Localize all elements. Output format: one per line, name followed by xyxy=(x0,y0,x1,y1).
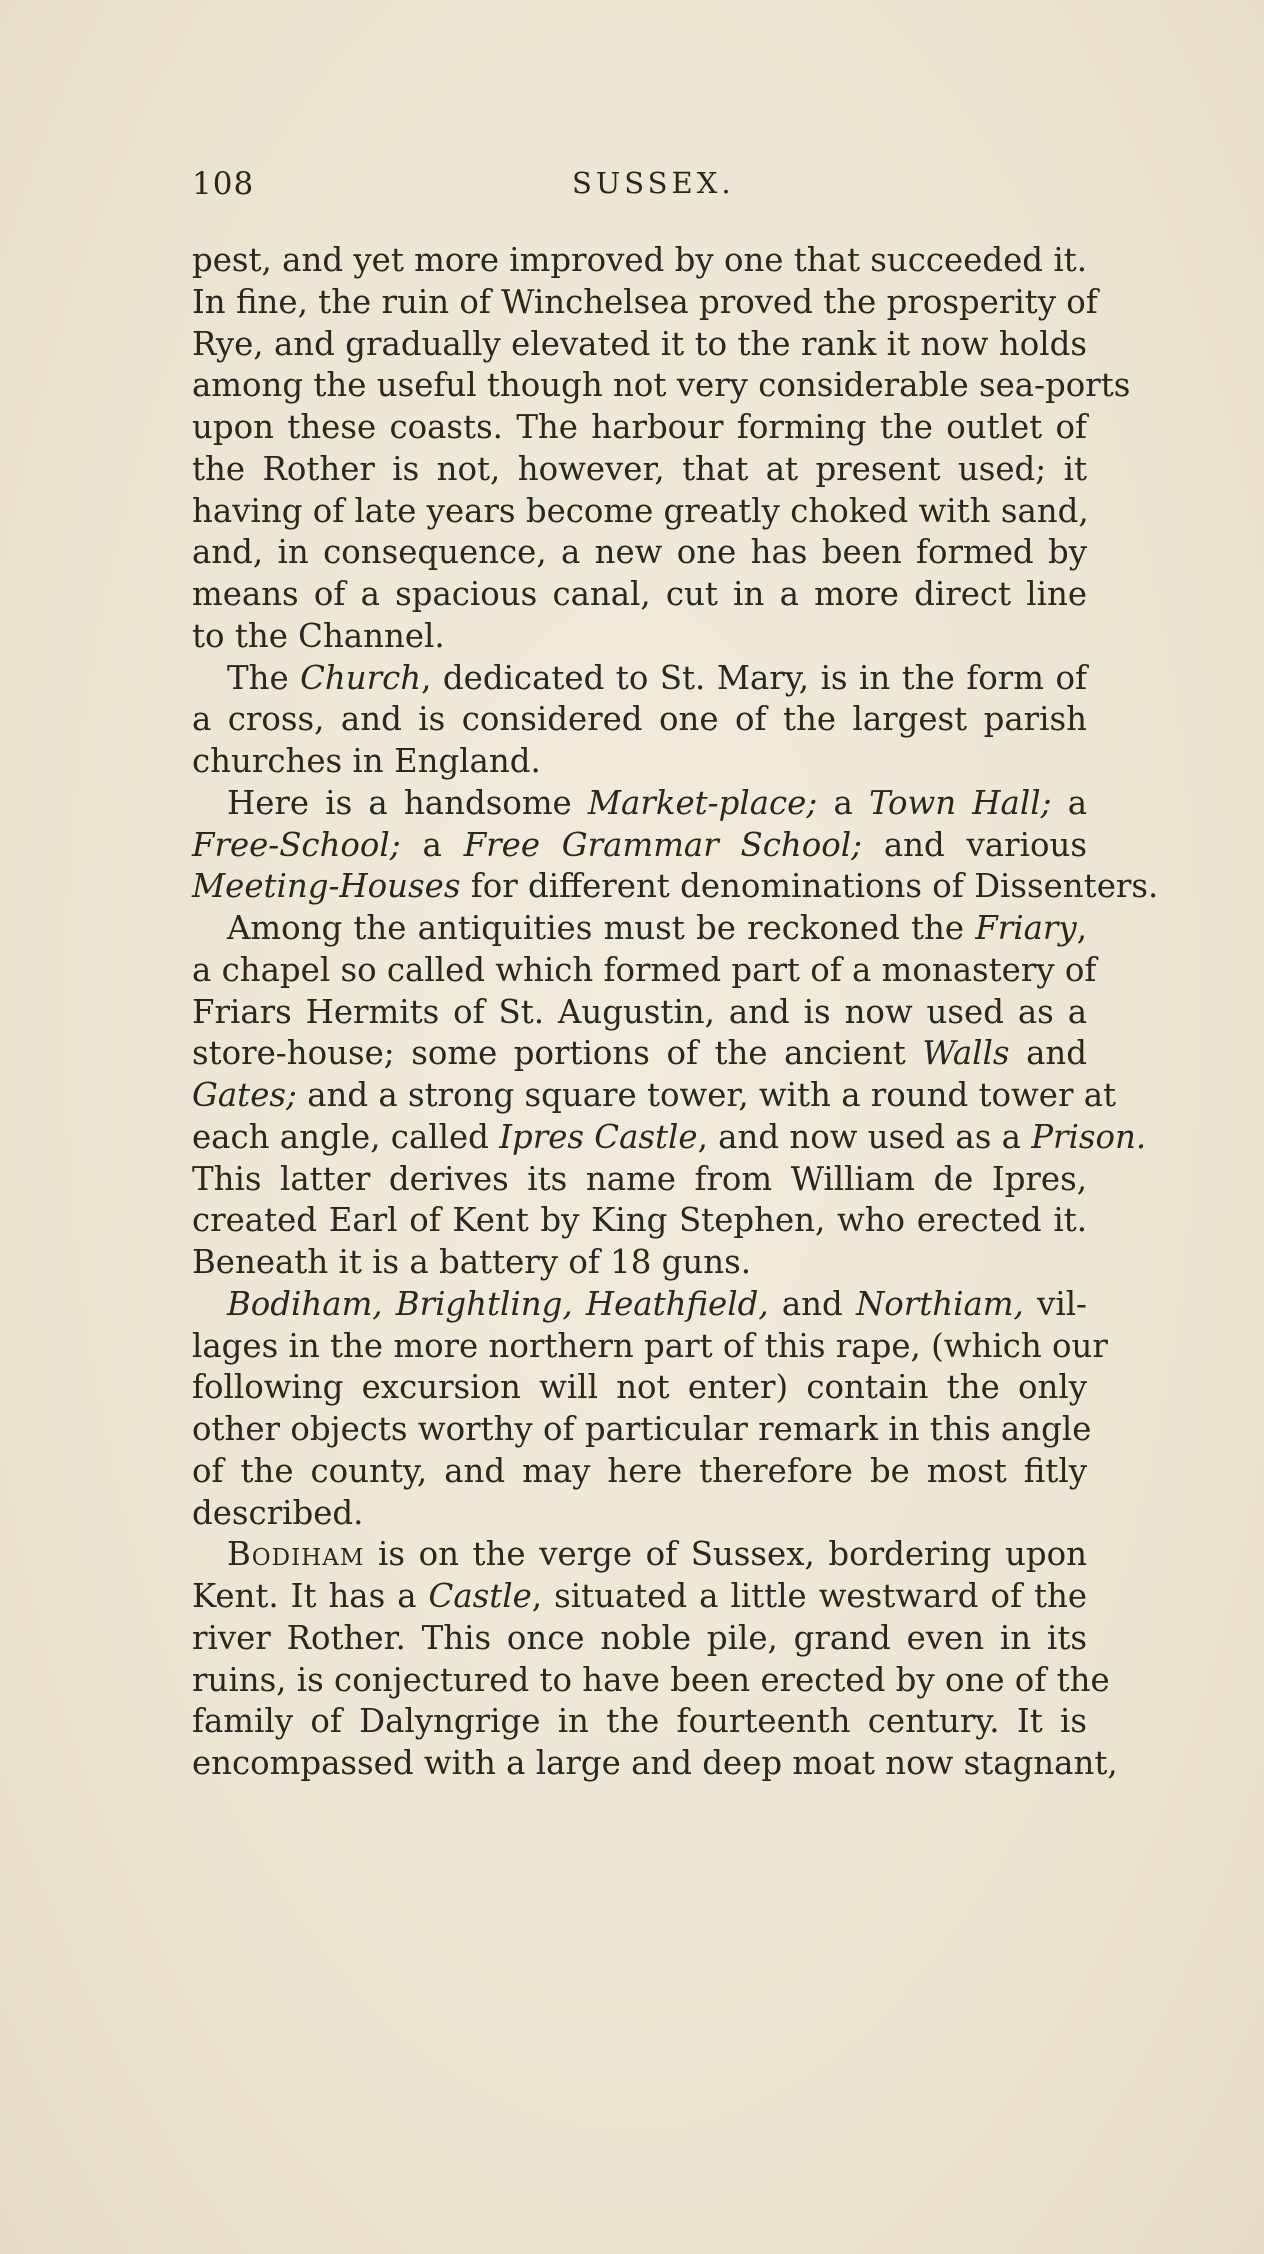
text-run: , and now used as a xyxy=(697,1117,1032,1156)
italic-town-hall: Town Hall; xyxy=(868,783,1068,822)
text-run: The xyxy=(227,658,301,697)
text-line: having of late years become greatly choked with sand, xyxy=(192,491,1089,530)
text-line: Friars Hermits of St. Augustin, and is now used as a xyxy=(192,992,1087,1031)
text-line: Beneath it is a battery of 18 guns. xyxy=(192,1243,752,1281)
text-line: and, in consequence, a new one has been formed by xyxy=(192,533,1087,572)
italic-village-names: Bodiham, Brightling, Heathfield, xyxy=(227,1284,769,1323)
page-number: 108 xyxy=(192,166,255,202)
text-line xyxy=(192,1284,1087,1326)
text-line xyxy=(192,658,1087,700)
text-run: , situated a little westward of the xyxy=(531,1577,1087,1615)
text-line: among the useful though not very considerable sea-ports xyxy=(192,366,1131,405)
text-line: encompassed with a large and deep moat now stagnant, xyxy=(192,1744,1118,1782)
text-run: Here is a handsome xyxy=(227,783,588,822)
italic-meeting-houses: Meeting-Houses xyxy=(192,867,461,906)
text-run: and a strong square tower, with a round tower at xyxy=(296,1076,1117,1114)
text-line: a chapel so called which formed part of a monastery of xyxy=(192,950,1097,989)
italic-church: Church xyxy=(300,658,422,697)
text-line: means of a spacious canal, cut in a more direct line xyxy=(192,575,1087,613)
text-line: to the Channel. xyxy=(192,616,445,655)
italic-northiam: Northiam, xyxy=(855,1284,1024,1323)
text-run: is on the verge of Sussex, bordering upon xyxy=(364,1535,1087,1574)
smallcaps-bodiham: Bodiham xyxy=(227,1535,365,1574)
text-run: , dedicated to St. Mary, is in the form of xyxy=(421,658,1087,697)
running-head: SUSSEX. xyxy=(572,166,735,200)
text-line: ruins, is conjectured to have been erected by one of the xyxy=(192,1660,1110,1699)
text-line: created Earl of Kent by King Stephen, who erected it. xyxy=(192,1201,1087,1240)
text-run: and various xyxy=(883,825,1087,864)
text-line: following excursion will not enter) contain the only xyxy=(192,1368,1087,1407)
text-run: each angle, called xyxy=(192,1117,500,1156)
text-line xyxy=(192,1576,1087,1618)
text-line: pest, and yet more improved by one that succeeded it. xyxy=(192,241,1087,279)
italic-free-school: Free-School; xyxy=(192,825,423,864)
text-run: and xyxy=(768,1284,856,1323)
text-line: lages in the more northern part of this rape, (which our xyxy=(192,1326,1108,1365)
text-run: a xyxy=(1067,783,1087,822)
text-line xyxy=(192,783,1087,825)
text-line xyxy=(192,1075,1117,1117)
text-line: In fine, the ruin of Winchelsea proved the prosperity of xyxy=(192,282,1098,321)
text-run: , xyxy=(1076,909,1087,947)
text-run: a xyxy=(833,783,869,822)
text-run: Kent. It has a xyxy=(192,1577,429,1615)
text-run: a xyxy=(422,825,464,864)
italic-market-place: Market-place; xyxy=(587,783,834,822)
text-line: family of Dalyngrige in the fourteenth century. It is xyxy=(192,1702,1087,1741)
italic-ipres-castle: Ipres Castle xyxy=(499,1117,698,1156)
italic-free-grammar-school: Free Grammar School; xyxy=(463,825,884,864)
text-line: This latter derives its name from William de Ipres, xyxy=(192,1159,1087,1198)
text-line xyxy=(192,908,1087,950)
text-line xyxy=(192,825,1087,867)
text-run: vil- xyxy=(1023,1284,1087,1323)
text-run: for different denominations of Dissenters. xyxy=(460,867,1159,906)
text-line xyxy=(192,1534,1087,1576)
text-run: Among the antiquities must be reckoned the xyxy=(227,909,976,947)
body-text xyxy=(192,240,1159,1785)
text-line: described. xyxy=(192,1493,364,1532)
italic-friary: Friary xyxy=(975,909,1077,947)
text-line: other objects worthy of particular remark in this angle xyxy=(192,1410,1092,1448)
text-line: churches in England. xyxy=(192,742,541,780)
text-line: Rye, and gradually elevated it to the rank it now holds xyxy=(192,324,1087,363)
text-run: and xyxy=(1009,1034,1088,1073)
text-line: upon these coasts. The harbour forming the outlet of xyxy=(192,408,1087,446)
italic-walls: Walls xyxy=(922,1034,1010,1073)
text-line xyxy=(192,866,1159,908)
text-run: store-house; some portions of the ancient xyxy=(192,1034,923,1073)
text-line xyxy=(192,1117,1147,1159)
text-line: of the county, and may here therefore be most fitly xyxy=(192,1451,1087,1490)
italic-prison: Prison. xyxy=(1031,1117,1147,1156)
text-line xyxy=(192,1033,1087,1075)
italic-castle: Castle xyxy=(428,1577,532,1615)
text-line: river Rother. This once noble pile, grand even in its xyxy=(192,1618,1087,1657)
text-line: the Rother is not, however, that at present used; it xyxy=(192,449,1087,488)
page-header xyxy=(192,166,1052,210)
italic-gates: Gates; xyxy=(192,1076,297,1114)
text-line: a cross, and is considered one of the largest parish xyxy=(192,700,1087,739)
